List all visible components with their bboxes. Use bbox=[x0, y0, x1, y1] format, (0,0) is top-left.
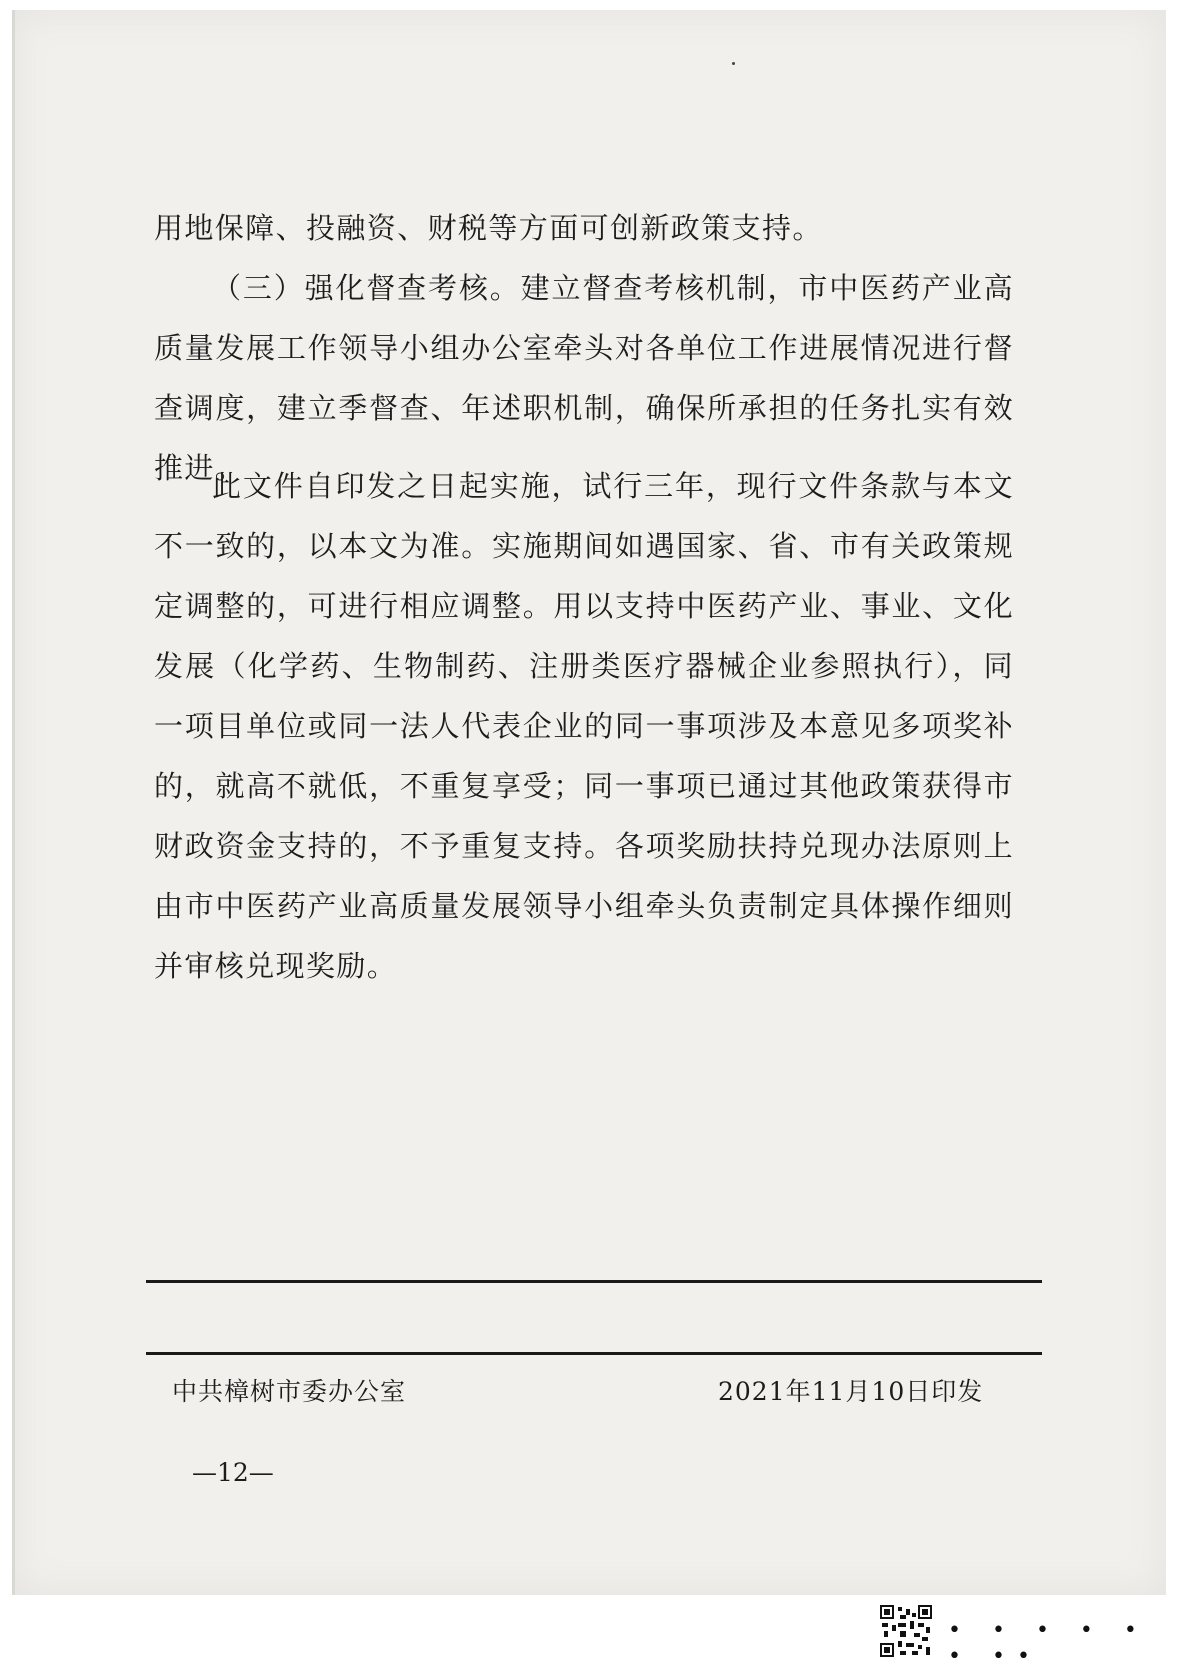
scan-speck bbox=[732, 62, 735, 65]
body-paragraph-2: （三）强化督查考核。建立督查考核机制，市中医药产业高质量发展工作领导小组办公室牵头对各单位工作进展情况进行督查调度，建立季督查、年述职机制，确保所承担的任务扎实有效推进。 bbox=[154, 271, 1014, 485]
footer-top-rule bbox=[146, 1280, 1042, 1283]
footer-bottom-rule bbox=[146, 1352, 1042, 1355]
body-paragraph-3: 此文件自印发之日起实施，试行三年，现行文件条款与本文不一致的，以本文为准。实施期间如遇国家、省、市有关政策规定调整的，可进行相应调整。用以支持中医药产业、事业、文化发展（化学药、生物制药、注册类医疗器械企业参照执行），同一项目单位或同一法人代表企业的同一事项涉及本意见多项奖补的，就高不就低，不重复享受；同一事项已通过其他政策获得市财政资金支持的，不予重复支持。各项奖励扶持兑现办法原则上由市中医药产业高质量发展领导小组牵头负责制定具体操作细则并审核兑现奖励。 bbox=[154, 469, 1014, 983]
qr-code-icon bbox=[880, 1605, 932, 1657]
trailing-dots: • • • • • • •• bbox=[948, 1618, 1149, 1669]
issuer-name: 中共樟树市委办公室 bbox=[172, 1377, 407, 1406]
document-page bbox=[12, 10, 1166, 1595]
page-number: —12— bbox=[192, 1458, 274, 1487]
body-paragraph-1: 用地保障、投融资、财税等方面可创新政策支持。 bbox=[154, 211, 823, 245]
issue-date: 2021年11月10日印发 bbox=[718, 1377, 984, 1406]
